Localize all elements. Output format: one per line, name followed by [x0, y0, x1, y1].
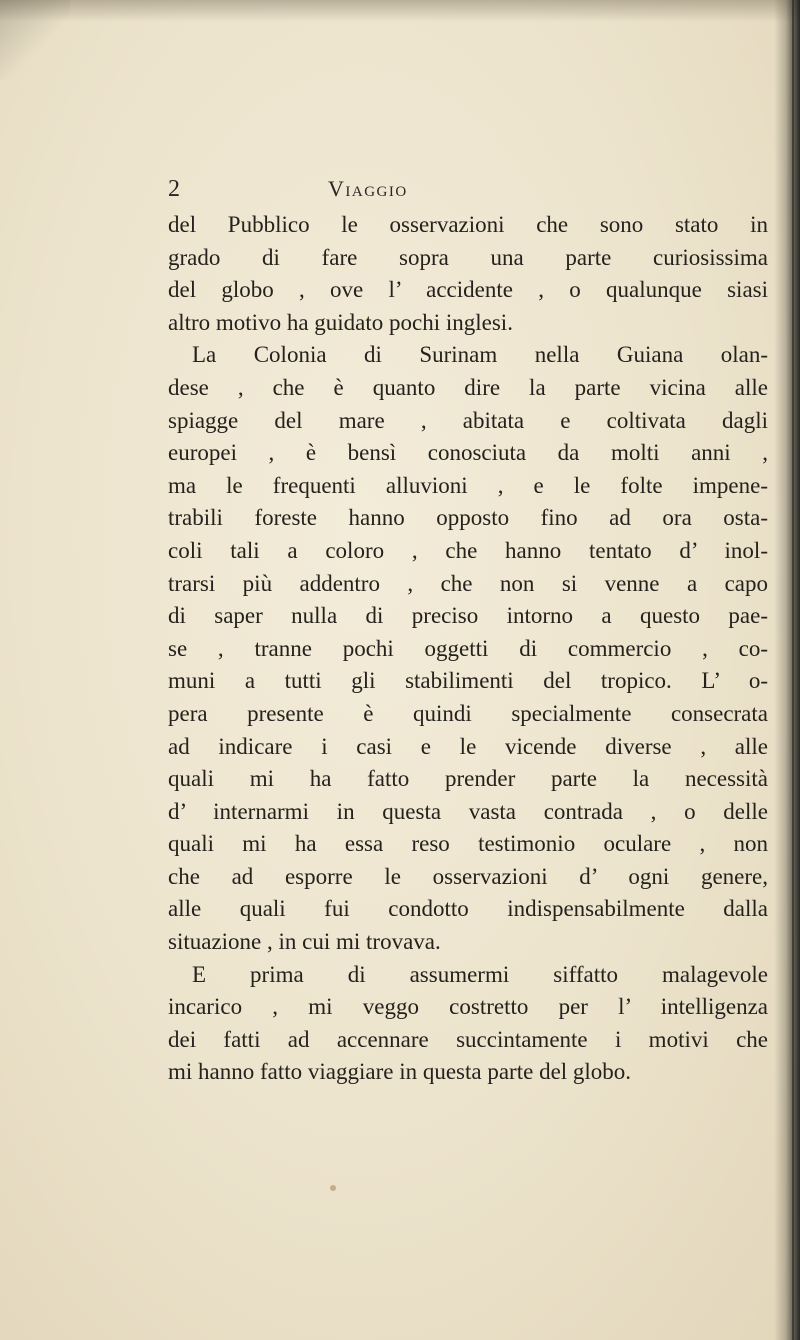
text-line: altro motivo ha guidato pochi inglesi.: [168, 309, 513, 335]
text-line: grado di fare sopra una parte curiosissima: [168, 244, 768, 270]
text-line: dese , che è quanto dire la parte vicina alle: [168, 374, 768, 400]
text-line: dei fatti ad accennare succintamente i motivi che: [168, 1026, 768, 1052]
page-header: [168, 176, 528, 206]
text-line: quali mi ha essa reso testimonio oculare , non: [168, 831, 768, 857]
page-top-shadow: [0, 0, 800, 22]
text-line: pera presente è quindi specialmente consecrata: [168, 700, 768, 726]
page-edge-line: [792, 0, 794, 1340]
foxing-spot: [330, 1185, 336, 1191]
page-corner-fold: [0, 0, 70, 80]
page-number: 2: [168, 176, 180, 202]
running-title: Viaggio: [328, 176, 408, 201]
text-line: ad indicare i casi e le vicende diverse , alle: [168, 733, 768, 759]
text-line: europei , è bensì conosciuta da molti anni ,: [168, 440, 768, 466]
text-line: E prima di assumermi siffatto malagevole: [192, 961, 768, 987]
text-line: ma le frequenti alluvioni , e le folte impene-: [168, 472, 768, 498]
text-line: situazione , in cui mi trovava.: [168, 929, 441, 955]
text-line: del Pubblico le osservazioni che sono stato in: [168, 212, 768, 237]
text-line: coli tali a coloro , che hanno tentato d’ inol-: [168, 537, 768, 563]
text-line: spiagge del mare , abitata e coltivata dagli: [168, 407, 768, 433]
text-line: alle quali fui condotto indispensabilmente dalla: [168, 896, 768, 922]
page-binding-edge: [774, 0, 800, 1340]
text-line: trabili foreste hanno opposto fino ad ora osta-: [168, 505, 768, 531]
text-line: d’ internarmi in questa vasta contrada , o delle: [168, 798, 768, 824]
text-line: se , tranne pochi oggetti di commercio , co-: [168, 635, 768, 661]
text-line: di saper nulla di preciso intorno a questo pae-: [168, 603, 768, 629]
text-line: quali mi ha fatto prender parte la necessità: [168, 766, 768, 792]
text-line: incarico , mi veggo costretto per l’ intelligenza: [168, 994, 768, 1020]
text-line: muni a tutti gli stabilimenti del tropico. L’ o-: [168, 668, 768, 694]
text-line: trarsi più addentro , che non si venne a capo: [168, 570, 768, 596]
text-line: che ad esporre le osservazioni d’ ogni genere,: [168, 863, 768, 889]
text-line: mi hanno fatto viaggiare in questa parte del globo.: [168, 1059, 632, 1085]
text-line: del globo , ove l’ accidente , o qualunque siasi: [168, 277, 768, 303]
text-line: La Colonia di Surinam nella Guiana olan-: [192, 342, 768, 368]
body-text: [168, 209, 768, 1089]
